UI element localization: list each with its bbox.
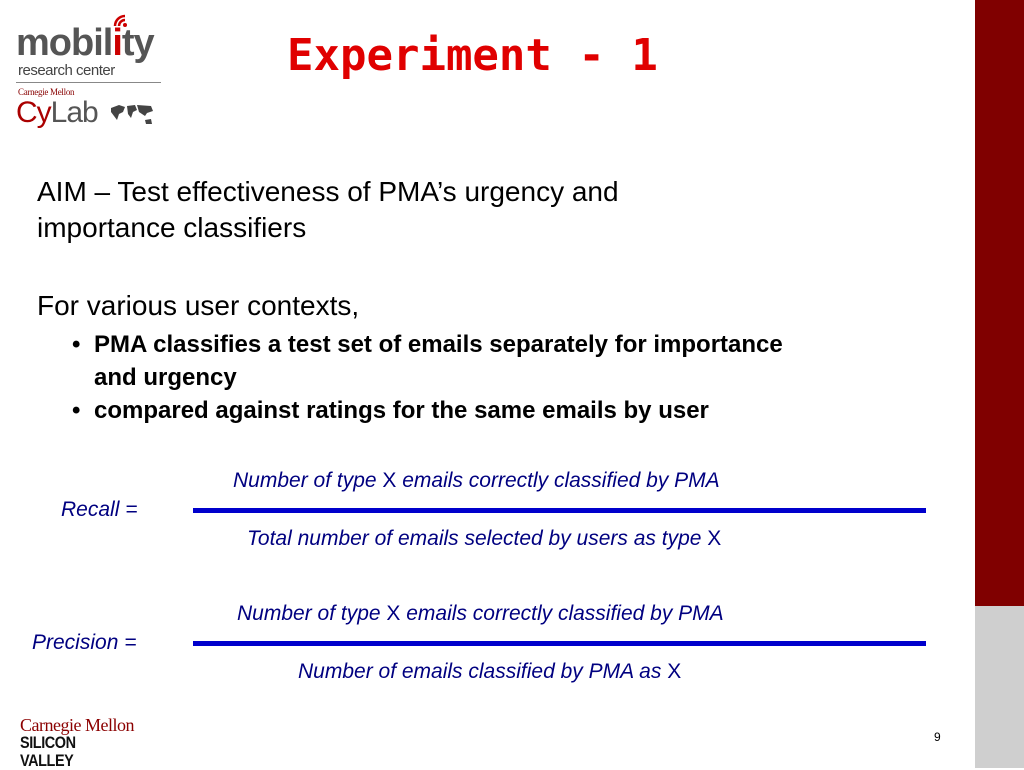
footer-silicon-valley-text: SILICON VALLEY — [20, 733, 76, 770]
mobility-cylab-logo — [16, 10, 161, 130]
bullet-marker: • — [72, 397, 81, 424]
bullet-text-line: and urgency — [94, 364, 237, 391]
slide-title: Experiment - 1 — [287, 30, 658, 81]
logo-carnegie-mellon-text: Carnegie Mellon — [18, 87, 75, 97]
recall-fraction-line — [193, 508, 926, 513]
bullet-marker: • — [72, 331, 81, 358]
recall-label: Recall = — [61, 498, 138, 521]
precision-numerator: Number of type X emails correctly classified by PMA — [237, 602, 724, 625]
list-item — [72, 328, 932, 394]
precision-fraction-line — [193, 641, 926, 646]
precision-label: Precision = — [32, 631, 137, 654]
recall-denominator: Total number of emails selected by users as type X — [247, 527, 722, 550]
side-bar-gray — [975, 606, 1024, 768]
cmu-silicon-valley-logo — [20, 716, 145, 770]
page-number: 9 — [934, 730, 941, 744]
user-contexts-heading: For various user contexts, — [37, 290, 360, 321]
bullet-text-line: compared against ratings for the same emails by user — [94, 397, 709, 424]
logo-cylab-text: CyLab — [16, 96, 98, 129]
aim-line-2: importance classifiers — [37, 212, 307, 243]
bullet-text-line: PMA classifies a test set of emails separately for importance — [94, 331, 783, 358]
bullet-list — [72, 328, 932, 427]
list-item — [72, 394, 932, 427]
logo-divider — [16, 82, 161, 83]
footer-carnegie-mellon-text: Carnegie Mellon — [20, 715, 134, 735]
precision-denominator: Number of emails classified by PMA as X — [298, 660, 682, 683]
aim-line-1: AIM – Test effectiveness of PMA’s urgency and — [37, 176, 619, 207]
aim-text — [37, 174, 797, 246]
world-map-icon — [109, 102, 155, 128]
side-bar-maroon — [975, 0, 1024, 606]
logo-mobility-text: mobility — [16, 22, 154, 64]
recall-numerator: Number of type X emails correctly classified by PMA — [233, 469, 720, 492]
logo-research-center-text: research center — [18, 62, 115, 79]
